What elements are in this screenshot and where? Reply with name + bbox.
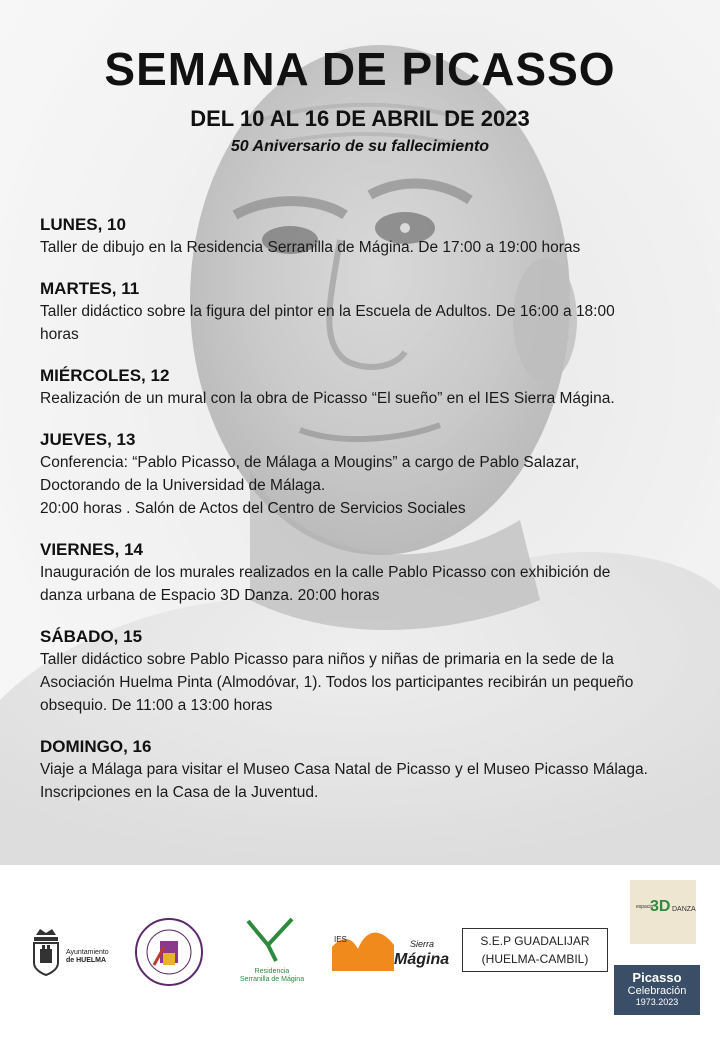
- event-line: Taller de dibujo en la Residencia Serranilla de Mágina. De 17:00 a 19:00 horas: [40, 239, 581, 256]
- ies-magina-text: Mágina: [394, 951, 450, 968]
- event-line: Inauguración de los murales realizados en la calle Pablo Picasso con exhibición de: [40, 564, 611, 581]
- sep-line1: S.E.P GUADALIJAR: [480, 934, 590, 948]
- badge-line1: Picasso: [632, 970, 682, 985]
- ayuntamiento-line2: de HUELMA: [66, 957, 107, 964]
- asociacion-pintura-logo: [134, 917, 204, 987]
- event-line: horas: [40, 326, 79, 343]
- danza-text3: DANZA: [672, 906, 696, 913]
- event-wednesday: [40, 365, 705, 410]
- event-line: 20:00 horas . Salón de Actos del Centro de Servicios Sociales: [40, 500, 466, 517]
- danza-text1: espacio: [636, 904, 654, 910]
- event-line: Realización de un mural con la obra de Picasso “El sueño” en el IES Sierra Mágina.: [40, 390, 615, 407]
- event-dates: DEL 10 AL 16 DE ABRIL DE 2023: [190, 106, 530, 131]
- palette-seal-icon: [134, 917, 204, 987]
- leaf-mark-icon: [240, 915, 300, 963]
- badge-line2: Celebración: [627, 985, 687, 997]
- ies-sierra-text: Sierra: [410, 939, 435, 949]
- badge-line3: 1973.2023: [635, 997, 679, 1007]
- event-line: Inscripciones en la Casa de la Juventud.: [40, 784, 319, 801]
- event-line: Taller didáctico sobre la figura del pintor en la Escuela de Adultos. De 16:00 a 18:00: [40, 303, 615, 320]
- event-day: VIERNES, 14: [40, 540, 143, 559]
- event-tuesday: [40, 278, 705, 346]
- danza-text2: 3D: [650, 898, 671, 915]
- residencia-line1: Residencia: [254, 968, 290, 975]
- residencia-line2: Serranilla de Mágina: [239, 976, 305, 983]
- event-line: Conferencia: “Pablo Picasso, de Málaga a Mougins” a cargo de Pablo Salazar,: [40, 454, 580, 471]
- mountain-icon: [332, 927, 394, 971]
- event-day: SÁBADO, 15: [40, 627, 143, 646]
- ies-sierra-magina-logo: [332, 927, 450, 979]
- event-line: obsequio. De 11:00 a 13:00 horas: [40, 697, 273, 714]
- ies-text: IES: [334, 935, 347, 944]
- event-friday: [40, 539, 705, 607]
- events-list: [40, 214, 705, 823]
- espacio-3d-danza-logo: [630, 880, 696, 944]
- event-line: Asociación Huelma Pinta (Almodóvar, 1). Todos los participantes recibirán un pequeño: [40, 674, 634, 691]
- event-line: Taller didáctico sobre Pablo Picasso para niños y niñas de primaria en la sede de la: [40, 651, 614, 668]
- event-day: MIÉRCOLES, 12: [40, 366, 170, 385]
- event-day: MARTES, 11: [40, 279, 140, 298]
- event-thursday: [40, 429, 705, 520]
- coat-of-arms-icon: [30, 927, 62, 977]
- residencia-logo: [232, 915, 312, 990]
- event-sunday: [40, 736, 705, 804]
- picasso-celebracion-badge: [614, 965, 700, 1015]
- event-line: danza urbana de Espacio 3D Danza. 20:00 horas: [40, 587, 380, 604]
- event-day: DOMINGO, 16: [40, 737, 152, 756]
- sep-guadalijar-box: [462, 928, 608, 972]
- event-saturday: [40, 626, 705, 717]
- sep-line2: (HUELMA-CAMBIL): [481, 952, 589, 966]
- event-line: Viaje a Málaga para visitar el Museo Casa Natal de Picasso y el Museo Picasso Málaga.: [40, 761, 648, 778]
- sponsor-logos-bar: [0, 865, 720, 1040]
- anniversary-subtitle: 50 Aniversario de su fallecimiento: [230, 138, 490, 155]
- event-day: LUNES, 10: [40, 215, 126, 234]
- event-day: JUEVES, 13: [40, 430, 136, 449]
- ayuntamiento-line1: Ayuntamiento: [66, 949, 109, 956]
- ayuntamiento-logo: [30, 927, 125, 977]
- page-title: SEMANA DE PICASSO: [104, 43, 616, 95]
- event-line: Doctorando de la Universidad de Málaga.: [40, 477, 326, 494]
- event-monday: [40, 214, 705, 259]
